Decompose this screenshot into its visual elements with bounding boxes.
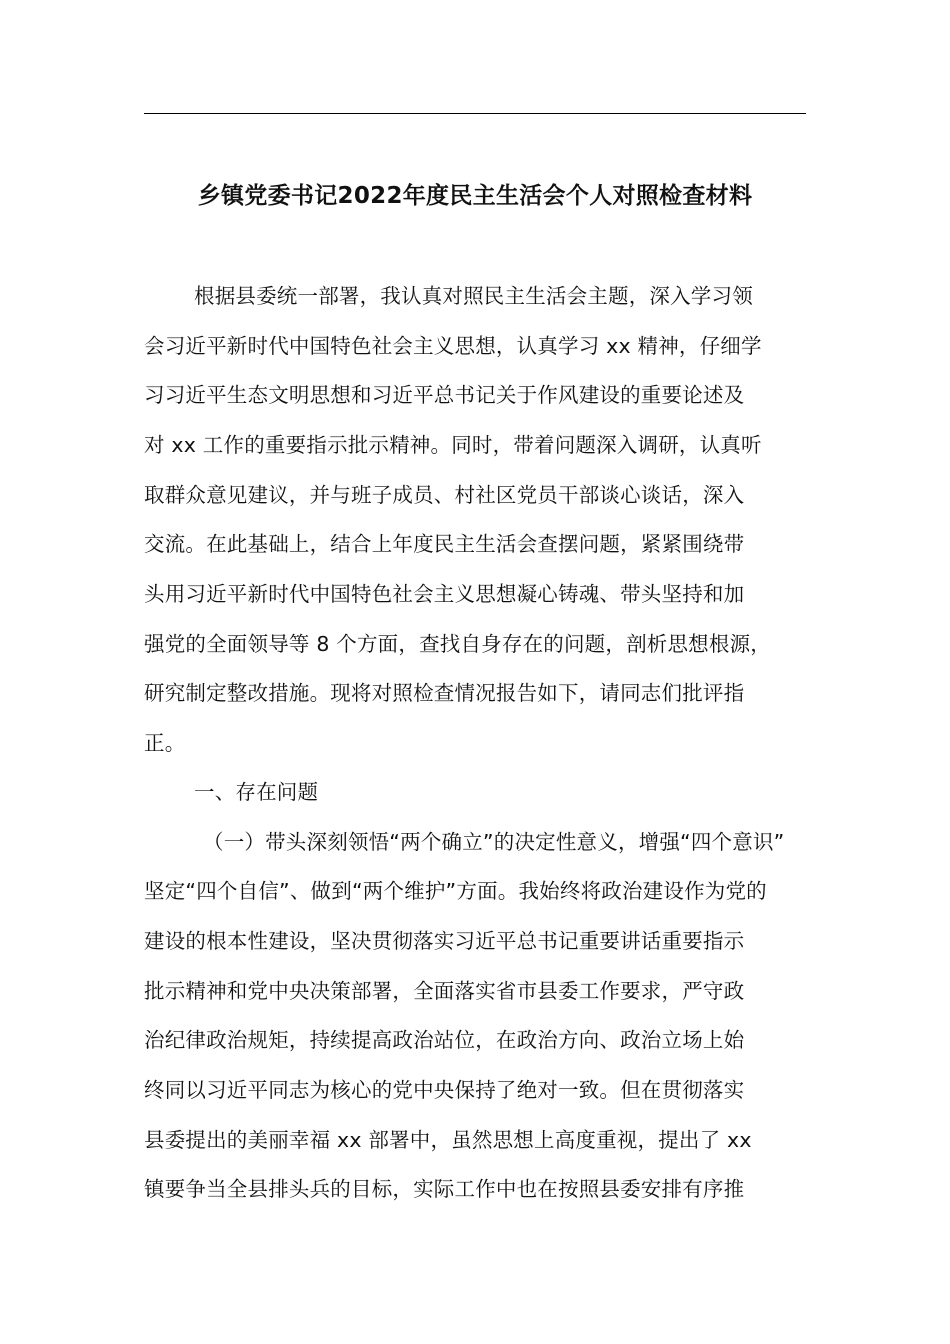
document-title: 乡镇党委书记2022年度民主生活会个人对照检查材料: [197, 183, 753, 209]
header-rule: [144, 113, 806, 114]
body-line: 取群众意见建议，并与班子成员、村社区党员干部谈心谈话，深入: [144, 483, 745, 507]
body-line: 县委提出的美丽幸福 xx 部署中，虽然思想上高度重视，提出了 xx: [144, 1128, 752, 1152]
body-line: 头用习近平新时代中国特色社会主义思想凝心铸魂、带头坚持和加: [144, 582, 745, 606]
body-line: 会习近平新时代中国特色社会主义思想，认真学习 xx 精神，仔细学: [144, 334, 762, 358]
body-line: 镇要争当全县排头兵的目标，实际工作中也在按照县委安排有序推: [144, 1177, 745, 1201]
body-line: 正。: [144, 731, 186, 755]
body-line: 建设的根本性建设，坚决贯彻落实习近平总书记重要讲话重要指示: [144, 929, 745, 953]
body-line: 强党的全面领导等 8 个方面，查找自身存在的问题，剖析思想根源，: [144, 632, 771, 656]
body-line: 交流。在此基础上，结合上年度民主生活会查摆问题，紧紧围绕带: [144, 532, 745, 556]
section-heading: 一、存在问题: [194, 780, 319, 804]
subsection-line: （一）带头深刻领悟“两个确立”的决定性意义，增强“四个意识”: [203, 830, 785, 854]
body-line: 终同以习近平同志为核心的党中央保持了绝对一致。但在贯彻落实: [144, 1078, 745, 1102]
body-line: 根据县委统一部署，我认真对照民主生活会主题，深入学习领: [194, 284, 753, 308]
body-line: 习习近平生态文明思想和习近平总书记关于作风建设的重要论述及: [144, 383, 745, 407]
body-line: 对 xx 工作的重要指示批示精神。同时，带着问题深入调研，认真听: [144, 433, 762, 457]
body-line: 治纪律政治规矩，持续提高政治站位，在政治方向、政治立场上始: [144, 1028, 745, 1052]
body-line: 坚定“四个自信”、做到“两个维护”方面。我始终将政治建设作为党的: [144, 879, 767, 903]
body-line: 研究制定整改措施。现将对照检查情况报告如下，请同志们批评指: [144, 681, 745, 705]
body-line: 批示精神和党中央决策部署，全面落实省市县委工作要求，严守政: [144, 979, 745, 1003]
